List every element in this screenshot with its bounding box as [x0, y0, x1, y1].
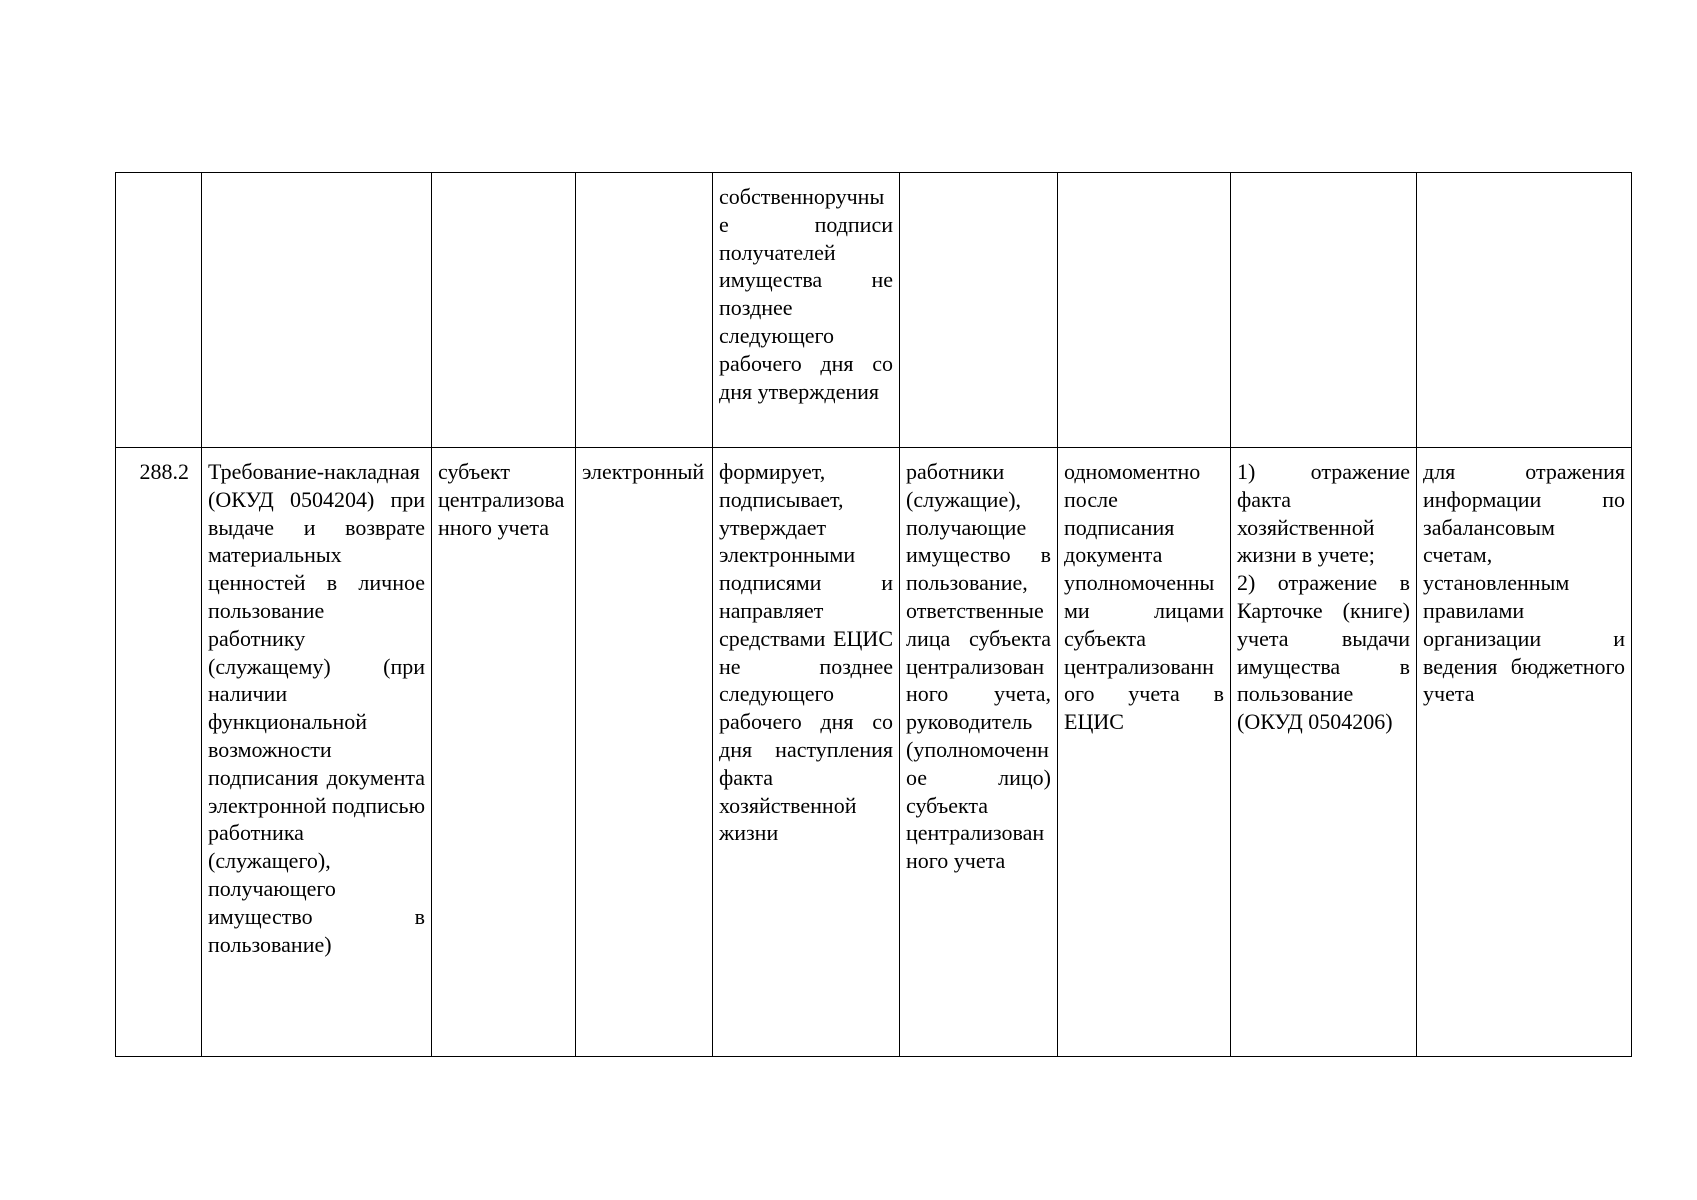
- cell-document-name: [202, 173, 432, 448]
- purpose-text: для отражения информации по забалансовым счетам, установленным правилами организации и ведения бюджетного учета: [1423, 459, 1625, 707]
- cell-number: [116, 173, 202, 448]
- cell-timing: [1058, 448, 1231, 1057]
- composer-text: субъект централизованного учета: [438, 459, 565, 540]
- cell-form: [576, 448, 713, 1057]
- cell-composer: [432, 448, 576, 1057]
- cell-text: собственноручные подписи получателей имущества не позднее следующего рабочего дня со дня утверждения: [719, 184, 893, 404]
- cell-result: [1231, 448, 1417, 1057]
- signers-text: работники (служащие), получающие имущество в пользование, ответственные лица субъекта централизованного учета, руководитель (уполномоченное лицо) субъекта централизованного учета: [906, 459, 1051, 874]
- cell-composer: [432, 173, 576, 448]
- form-text: электронный: [582, 459, 705, 484]
- cell-purpose: [1417, 173, 1632, 448]
- document-name-text: Требование-накладная (ОКУД 0504204) при выдаче и возврате материальных ценностей в личное пользование работнику (служащему) (при наличии функциональной возможности подписания документа электронной подписью работника (служащего), получающего имущество в пользование): [208, 459, 426, 957]
- table-row: [116, 448, 1632, 1057]
- cell-form: [576, 173, 713, 448]
- cell-procedure: [713, 448, 900, 1057]
- cell-procedure: [713, 173, 900, 448]
- cell-signers: [900, 448, 1058, 1057]
- timing-text: одномоментно после подписания документа уполномоченными лицами субъекта централизованного учета в ЕЦИС: [1064, 459, 1224, 735]
- row-number: 288.2: [139, 459, 189, 484]
- cell-document-name: [202, 448, 432, 1057]
- cell-result: [1231, 173, 1417, 448]
- cell-signers: [900, 173, 1058, 448]
- cell-purpose: [1417, 448, 1632, 1057]
- result-text: 1) отражение факта хозяйственной жизни в учете; 2) отражение в Карточке (книге) учета выдачи имущества в пользование (ОКУД 0504206): [1237, 459, 1410, 735]
- cell-number: [116, 448, 202, 1057]
- table-row: [116, 173, 1632, 448]
- document-table: [115, 172, 1632, 1057]
- procedure-text: формирует, подписывает, утверждает электронными подписями и направляет средствами ЕЦИС не позднее следующего рабочего дня со дня наступления факта хозяйственной жизни: [719, 459, 893, 846]
- cell-timing: [1058, 173, 1231, 448]
